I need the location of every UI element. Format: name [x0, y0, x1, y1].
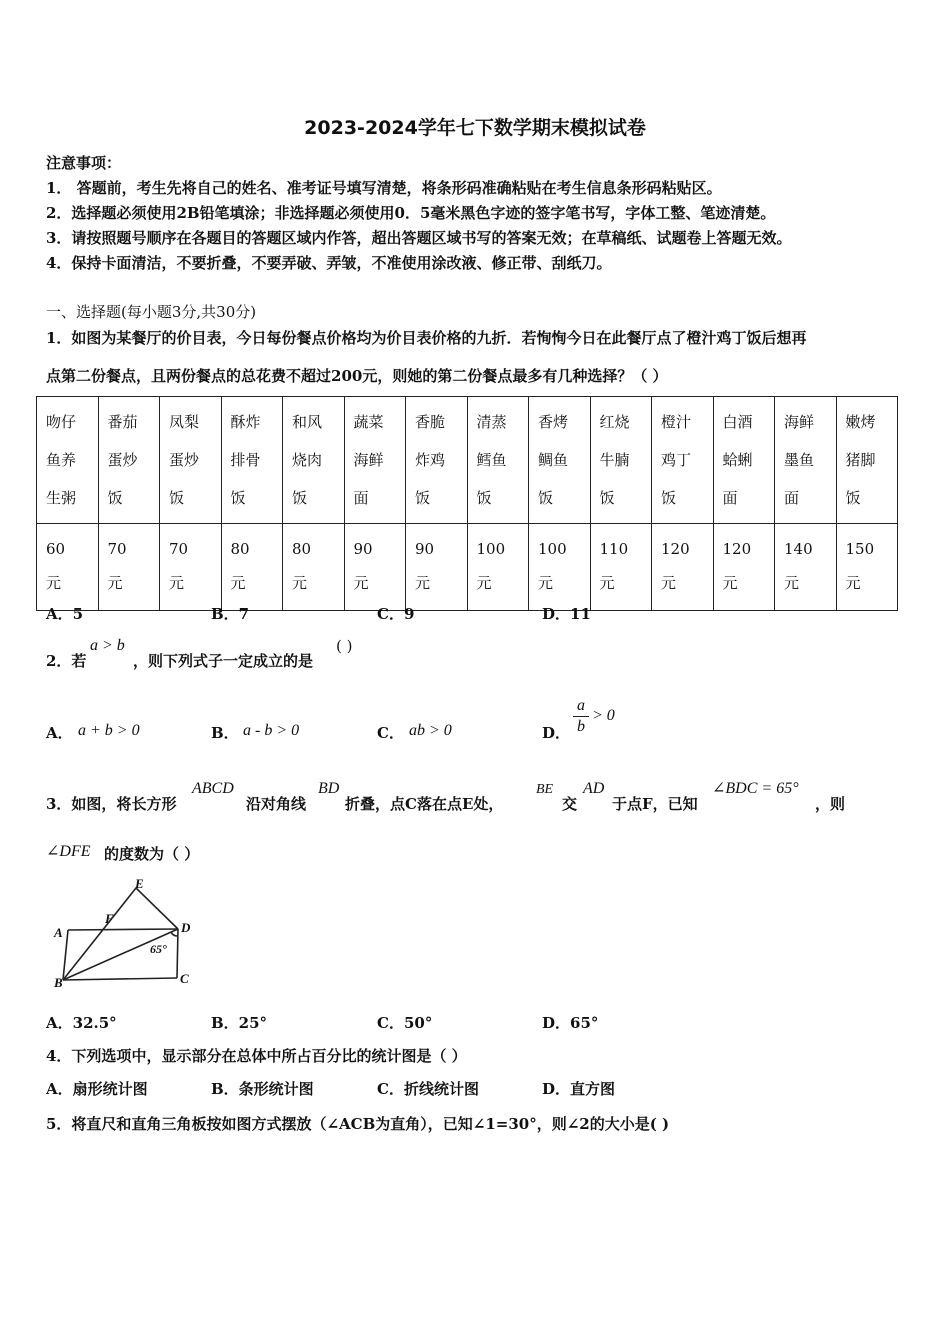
- menu-item-name: 和风 烧肉 饭: [283, 397, 345, 524]
- menu-item-name: 蔬菜 海鲜 面: [344, 397, 406, 524]
- menu-names-row: [37, 397, 898, 524]
- q1-option-c[interactable]: C．9: [377, 605, 415, 623]
- menu-item-price: 120 元: [713, 524, 775, 611]
- notice-item: 2．选择题必须使用2B铅笔填涂；非选择题必须使用0．5毫米黑色字迹的签字笔书写，字体工整、笔迹清楚。: [46, 204, 776, 222]
- menu-item-price: 140 元: [775, 524, 837, 611]
- q2-condition: a > b: [90, 637, 125, 654]
- point-label-b: B: [54, 975, 63, 990]
- menu-item-price: 60 元: [37, 524, 99, 611]
- q3-option-c[interactable]: C．50°: [377, 1014, 433, 1032]
- q3-text: 于点F，已知: [612, 795, 698, 813]
- menu-item-name: 海鲜 墨鱼 面: [775, 397, 837, 524]
- q3-text: 折叠，点C落在点E处，: [345, 795, 504, 813]
- segment-ad: [68, 929, 178, 930]
- menu-item-name: 嫩烤 猪脚 饭: [836, 397, 898, 524]
- q3-math: AD: [583, 780, 605, 797]
- section-heading: 一、选择题(每小题3分,共30分): [46, 303, 257, 321]
- point-label-c: C: [180, 971, 189, 986]
- q3-text: 的度数为（ ）: [104, 845, 200, 863]
- point-label-e: E: [135, 876, 144, 891]
- q4-option-b[interactable]: B．条形统计图: [211, 1080, 314, 1098]
- q2-suffix: ，则下列式子一定成立的是: [133, 652, 314, 670]
- q3-option-b[interactable]: B．25°: [211, 1014, 268, 1032]
- q4-option-c[interactable]: C．折线统计图: [377, 1080, 479, 1098]
- notice-item: 3．请按照题号顺序在各题目的答题区域内作答，超出答题区域书写的答案无效；在草稿纸、试题卷上答题无效。: [46, 229, 792, 247]
- q3-math: BE: [536, 782, 554, 797]
- menu-item-name: 白酒 蛤蜊 面: [713, 397, 775, 524]
- q2-option-c-expr[interactable]: ab > 0: [409, 722, 452, 739]
- q3-math: BD: [318, 780, 340, 797]
- menu-item-price: 90 元: [406, 524, 468, 611]
- segment-dc: [177, 929, 178, 978]
- notice-item: 1． 答题前，考生先将自己的姓名、准考证号填写清楚，将条形码准确粘贴在考生信息条形码粘贴区。: [46, 179, 722, 197]
- fraction-bar: [573, 716, 589, 717]
- menu-prices-row: [37, 524, 898, 611]
- q3-text: 沿对角线: [246, 795, 307, 813]
- q2-paren: ( ): [336, 637, 353, 655]
- angle-mark: [171, 932, 177, 936]
- q2-option-b-expr[interactable]: a - b > 0: [243, 722, 300, 739]
- q1-option-a[interactable]: A．5: [46, 605, 84, 623]
- menu-item-price: 100 元: [467, 524, 529, 611]
- q3-option-d[interactable]: D．65°: [542, 1014, 599, 1032]
- menu-item-price: 80 元: [283, 524, 345, 611]
- q2-option-a-label[interactable]: A．: [46, 724, 73, 742]
- q2-prefix: 2．若: [46, 652, 87, 670]
- menu-item-price: 80 元: [221, 524, 283, 611]
- q3-text: 3．如图，将长方形: [46, 795, 177, 813]
- fraction-numerator: a: [577, 697, 585, 714]
- menu-item-price: 150 元: [836, 524, 898, 611]
- q2-option-c-label[interactable]: C．: [377, 724, 404, 742]
- menu-item-price: 70 元: [160, 524, 222, 611]
- q2-option-d-fraction[interactable]: [573, 697, 589, 736]
- menu-item-name: 红烧 牛腩 饭: [590, 397, 652, 524]
- q3-text: 交: [562, 795, 578, 813]
- q1-option-d[interactable]: D．11: [542, 605, 591, 623]
- q3-math: ∠DFE: [46, 843, 91, 860]
- q3-text: ，则: [815, 795, 846, 813]
- segment-bc: [63, 978, 177, 980]
- q2-option-a-expr[interactable]: a + b > 0: [78, 722, 140, 739]
- menu-item-name: 番茄 蛋炒 饭: [98, 397, 160, 524]
- menu-item-price: 90 元: [344, 524, 406, 611]
- q2-option-b-label[interactable]: B．: [211, 724, 239, 742]
- price-table: [36, 396, 898, 611]
- q3-option-a[interactable]: A．32.5°: [46, 1014, 117, 1032]
- menu-item-name: 香脆 炸鸡 饭: [406, 397, 468, 524]
- fraction-denominator: b: [577, 718, 585, 735]
- q4-text: 4．下列选项中，显示部分在总体中所占百分比的统计图是（ ）: [46, 1047, 467, 1065]
- q4-option-a[interactable]: A．扇形统计图: [46, 1080, 148, 1098]
- q3-figure: [46, 874, 206, 992]
- menu-item-price: 110 元: [590, 524, 652, 611]
- segment-ab: [63, 930, 68, 980]
- menu-item-name: 吻仔 鱼养 生粥: [37, 397, 99, 524]
- segment-ed: [136, 888, 178, 929]
- menu-item-name: 凤梨 蛋炒 饭: [160, 397, 222, 524]
- menu-item-name: 清蒸 鳕鱼 饭: [467, 397, 529, 524]
- q1-text-line1: 1．如图为某餐厅的价目表，今日每份餐点价格均为价目表价格的九折．若恂恂今日在此餐厅点了橙汁鸡丁饭后想再: [46, 329, 807, 347]
- q5-text: 5．将直尺和直角三角板按如图方式摆放（∠ACB为直角），已知∠1=30°，则∠2的大小是( ): [46, 1115, 670, 1133]
- angle-label: 65°: [150, 942, 167, 956]
- q1-text-line2: 点第二份餐点，且两份餐点的总花费不超过200元，则她的第二份餐点最多有几种选择？（ ）: [46, 367, 668, 385]
- notice-item: 4．保持卡面清洁，不要折叠，不要弄破、弄皱，不准使用涂改液、修正带、刮纸刀。: [46, 254, 612, 272]
- notice-heading: 注意事项：: [46, 154, 122, 172]
- menu-item-price: 70 元: [98, 524, 160, 611]
- q3-math: ABCD: [192, 780, 234, 797]
- point-label-a: A: [54, 925, 63, 940]
- q2-option-d-rel: > 0: [592, 707, 615, 724]
- segment-be: [63, 888, 136, 980]
- q2-option-d-label[interactable]: D．: [542, 724, 571, 742]
- q4-option-d[interactable]: D．直方图: [542, 1080, 616, 1098]
- menu-item-name: 香烤 鲷鱼 饭: [529, 397, 591, 524]
- menu-item-price: 120 元: [652, 524, 714, 611]
- page-title: 2023-2024学年七下数学期末模拟试卷: [304, 117, 646, 139]
- menu-item-name: 酥炸 排骨 饭: [221, 397, 283, 524]
- menu-item-price: 100 元: [529, 524, 591, 611]
- point-label-d: D: [181, 920, 191, 935]
- menu-item-name: 橙汁 鸡丁 饭: [652, 397, 714, 524]
- q3-math: ∠BDC = 65°: [712, 780, 799, 797]
- q1-option-b[interactable]: B．7: [211, 605, 250, 623]
- point-label-f: F: [105, 911, 114, 926]
